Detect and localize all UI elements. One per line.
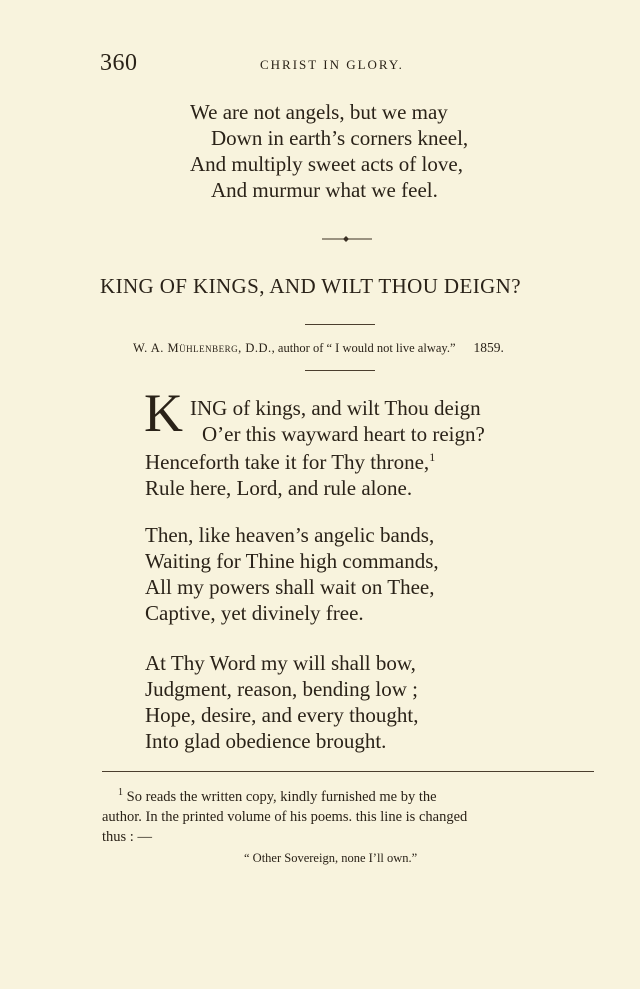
footnote-line-3: thus : — [102, 829, 152, 845]
poem-title: KING OF KINGS, AND WILT THOU DEIGN? [100, 274, 521, 298]
verse-line: And murmur what we feel. [211, 178, 438, 202]
verse-line: Waiting for Thine high commands, [145, 549, 439, 573]
verse-line: At Thy Word my will shall bow, [145, 651, 416, 675]
verse-line: We are not angels, but we may [190, 100, 448, 124]
section-divider-ornament [322, 233, 372, 245]
verse-line: Hope, desire, and every thought, [145, 703, 419, 727]
author-name: W. A. Mühlenberg, D.D. [133, 341, 272, 355]
verse-line: Rule here, Lord, and rule alone. [145, 476, 413, 500]
author-note: , author of “ I would not live alway.” [271, 341, 456, 355]
verse-line: Then, like heaven’s angelic bands, [145, 523, 435, 547]
footnote-line-2: author. In the printed volume of his poems. this line is changed [102, 809, 468, 825]
running-head [100, 50, 592, 80]
verse-line: Down in earth’s corners kneel, [211, 126, 469, 150]
verse-line-text: Henceforth take it for Thy throne, [145, 450, 430, 474]
verse-line: All my powers shall wait on Thee, [145, 575, 435, 599]
footnote-line-1: $^1$ So reads the written copy, kindly furnished me by the [118, 787, 437, 805]
poem-attribution [133, 340, 504, 356]
footnote-separator [102, 771, 594, 772]
verse-line: O’er this wayward heart to reign? [202, 422, 485, 446]
poem-year: 1859. [473, 340, 504, 355]
verse-line: ING of kings, and wilt Thou deign [190, 396, 481, 420]
running-title: CHRIST IN GLORY. [260, 57, 404, 72]
verse-line: Into glad obedience brought. [145, 729, 387, 753]
footnote-number: 1 [118, 787, 123, 799]
drop-cap: K [144, 383, 183, 443]
page-number: 360 [100, 50, 138, 76]
footnote-reference: 1 [429, 450, 436, 464]
verse-line: And multiply sweet acts of love, [190, 152, 463, 176]
verse-line: Judgment, reason, bending low ; [145, 677, 418, 701]
title-rule [305, 324, 375, 325]
footnote-quote: “ Other Sovereign, none I’ll own.” [244, 851, 418, 865]
attribution-rule [305, 370, 375, 371]
verse-line: Captive, yet divinely free. [145, 601, 364, 625]
verse-line-with-footnote [145, 449, 435, 475]
